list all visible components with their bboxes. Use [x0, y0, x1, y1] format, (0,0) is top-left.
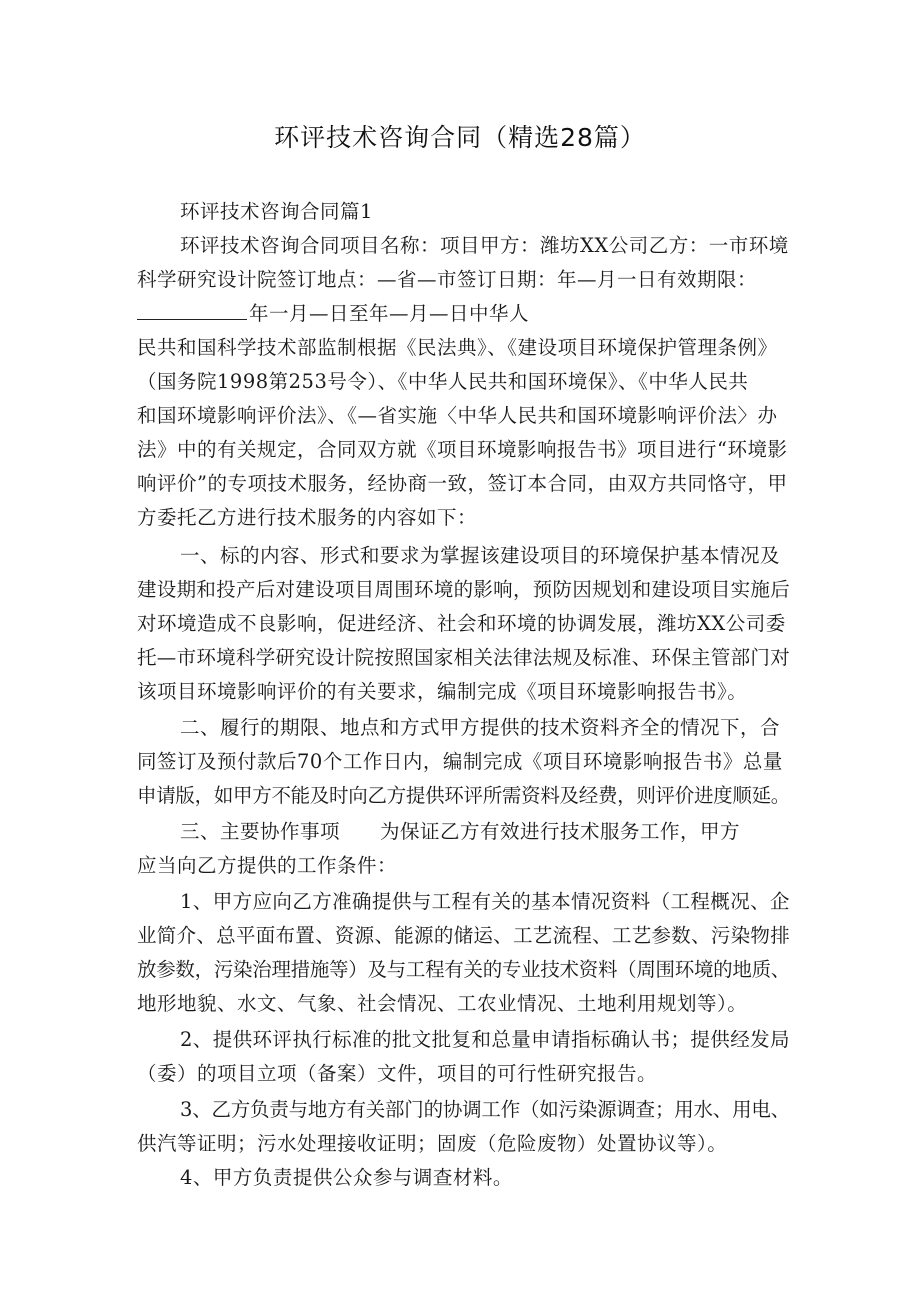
paragraph-line: 供汽等证明；污水处理接收证明；固废（危险废物）处置协议等）。 [137, 1132, 728, 1155]
paragraph-line: （国务院1998第253号令）、《中华人民共和国环境保》、《中华人民共 [137, 370, 749, 393]
document-title: 环评技术咨询合同（精选28篇） [274, 123, 646, 152]
section-heading: 环评技术咨询合同篇1 [180, 200, 373, 223]
paragraph-line: 三、主要协作事项 为保证乙方有效进行技术服务工作，甲方 [180, 820, 741, 843]
paragraph-line: 方委托乙方进行技术服务的内容如下： [137, 506, 478, 529]
paragraph-line: 业简介、总平面布置、资源、能源的储运、工艺流程、工艺参数、污染物排 [137, 924, 791, 947]
paragraph-line: 民共和国科学技术部监制根据《民法典》、《建设项目环境保护管理条例》 [137, 336, 778, 359]
paragraph-line: 地形地貌、水文、气象、社会情况、工农业情况、土地利用规划等）。 [137, 992, 748, 1015]
paragraph-line: 该项目环境影响评价的有关要求，编制完成《项目环境影响报告书》。 [137, 680, 748, 703]
paragraph-line: 科学研究设计院签订地点：—省—市签订日期：年—月一日有效期限： [137, 268, 758, 291]
paragraph-line: 一、标的内容、形式和要求为掌握该建设项目的环境保护基本情况及 [180, 544, 781, 567]
paragraph-line: 法》中的有关规定，合同双方就《项目环境影响报告书》项目进行“环境影 [137, 438, 788, 461]
paragraph-line: 环评技术咨询合同项目名称：项目甲方：潍坊XX公司乙方：一市环境 [180, 234, 789, 257]
paragraph-line: 建设期和投产后对建设项目周围环境的影响，预防因规划和建设项目实施后 [137, 578, 791, 601]
paragraph-line [137, 300, 529, 328]
paragraph-line: 同签订及预付款后70个工作日内，编制完成《项目环境影响报告书》总量 [137, 750, 783, 773]
paragraph-line: 托—市环境科学研究设计院按照国家相关法律法规及标准、环保主管部门对 [137, 646, 791, 669]
paragraph-line: 1、甲方应向乙方准确提供与工程有关的基本情况资料（工程概况、企 [180, 890, 790, 913]
paragraph-line: 2、提供环评执行标准的批文批复和总量申请指标确认书；提供经发局 [180, 1028, 790, 1051]
paragraph-line: 申请版，如甲方不能及时向乙方提供环评所需资料及经费，则评价进度顺延。 [137, 784, 791, 807]
paragraph-line: 二、履行的期限、地点和方式甲方提供的技术资料齐全的情况下，合 [180, 716, 781, 739]
paragraph-line: 4、甲方负责提供公众参与调查材料。 [180, 1166, 513, 1189]
paragraph-line: （委）的项目立项（备案）文件，项目的可行性研究报告。 [137, 1062, 658, 1085]
paragraph-line: 响评价”的专项技术服务，经协商一致，签订本合同，由双方共同恪守，甲 [137, 472, 788, 495]
paragraph-line: 对环境造成不良影响，促进经济、社会和环境的协调发展，潍坊XX公司委 [137, 612, 786, 635]
blank-underline [137, 301, 247, 320]
paragraph-line: 和国环境影响评价法》、《—省实施〈中华人民共和国环境影响评价法〉办 [137, 404, 778, 427]
paragraph-line-text: 年一月—日至年—月—日中华人 [249, 302, 530, 325]
paragraph-line: 放参数，污染治理措施等）及与工程有关的专业技术资料（周围环境的地质、 [137, 958, 791, 981]
paragraph-line: 应当向乙方提供的工作条件： [137, 854, 398, 877]
paragraph-line: 3、乙方负责与地方有关部门的协调工作（如污染源调查；用水、用电、 [180, 1098, 790, 1121]
